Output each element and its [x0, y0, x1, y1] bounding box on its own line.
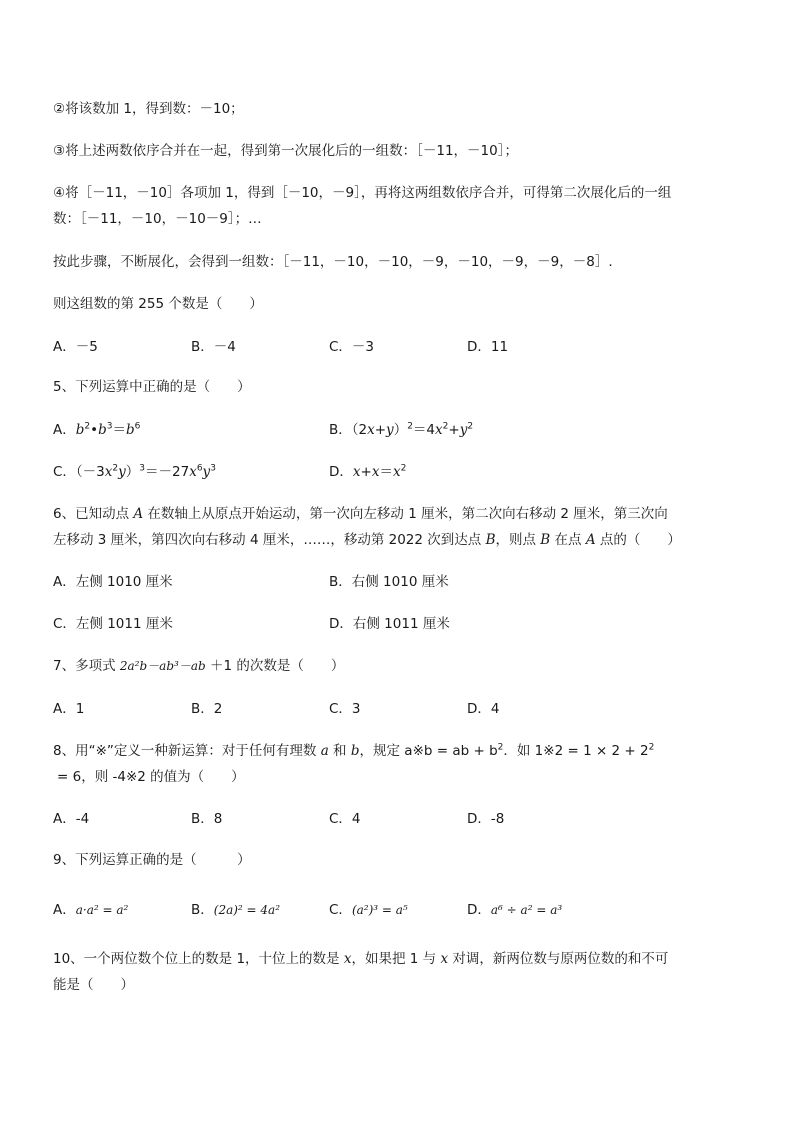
q5-b-plus: + — [374, 422, 387, 438]
q5-b-exp: 2 — [407, 421, 413, 432]
q5-c-paren: ） — [125, 464, 140, 480]
q5-d-plus: + — [360, 464, 372, 480]
q8-text: 8、用“※”定义一种新运算：对于任何有理数 — [53, 743, 321, 759]
q9-option-b[interactable] — [191, 900, 280, 920]
q5-a-label: A． — [53, 422, 76, 438]
q9-c-label: C． — [329, 902, 352, 918]
q5-c-exp3: 6 — [196, 463, 203, 474]
q7-option-d[interactable]: D．4 — [467, 701, 500, 717]
q7-text: 7、多项式 — [53, 658, 120, 674]
q10-text: ，如果把 1 与 — [351, 951, 441, 967]
q6-point-a: A — [585, 532, 596, 548]
q7-text: ＋1 的次数是（ ） — [205, 658, 345, 674]
q6-text: 在数轴上从原点开始运动，第一次向左移动 1 厘米，第二次向右移动 2 厘米，第三次向 — [143, 506, 668, 522]
question-10-stem-line1 — [53, 949, 668, 969]
q8-var-a: a — [320, 743, 329, 759]
q6-option-a[interactable]: A．左侧 1010 厘米 — [53, 574, 173, 590]
q6-point-b: B — [485, 532, 496, 548]
step-4-text-line2: 数：［－11，－10，－10－9］；… — [53, 211, 262, 227]
q5-b-plus2: + — [448, 422, 460, 438]
q9-option-a[interactable] — [53, 900, 128, 920]
q5-d-equals: ＝ — [379, 464, 393, 480]
step-5-text: 按此步骤，不断展化，会得到一组数：［－11，－10，－10，－9，－10，－9，－9，－8］. — [53, 254, 613, 270]
q10-text: 对调，新两位数与原两位数的和不可 — [448, 951, 669, 967]
q5-b-x: x — [367, 422, 375, 438]
q5-a-exp2: 3 — [106, 421, 113, 432]
q5-d-exp: 2 — [400, 463, 407, 474]
q9-option-c[interactable] — [329, 900, 408, 920]
question-9-stem: 9、下列运算正确的是（ ） — [53, 852, 251, 868]
q7-option-b[interactable]: B．2 — [191, 701, 223, 717]
q8-exp: 2 — [497, 742, 504, 753]
q4-option-a[interactable]: A．－5 — [53, 339, 98, 355]
q6-option-d[interactable]: D．右侧 1011 厘米 — [329, 616, 450, 632]
q4-option-c[interactable]: C．－3 — [329, 339, 375, 355]
q5-c-exp1: 2 — [112, 463, 119, 474]
q10-var-x: x — [440, 951, 449, 967]
q7-polynomial: 2a²b－ab³－ab — [119, 659, 206, 673]
q5-a-equals: ＝ — [112, 422, 126, 438]
q9-c-expression: (a²)³ = a⁵ — [351, 903, 408, 917]
q9-a-expression: a·a² = a² — [75, 903, 129, 917]
q5-option-a[interactable] — [53, 420, 140, 440]
q6-text: 在点 — [550, 532, 586, 548]
q5-c-y2: y — [202, 464, 211, 480]
question-6-stem-line2 — [53, 530, 681, 550]
q5-b-exp3: 2 — [467, 421, 474, 432]
q5-c-y: y — [118, 464, 126, 480]
q5-d-x: x — [352, 464, 361, 480]
q8-var-b: b — [350, 743, 360, 759]
q7-option-c[interactable]: C．3 — [329, 701, 361, 717]
question-5-stem: 5、下列运算中正确的是（ ） — [53, 379, 251, 395]
q6-text: 点的（ ） — [595, 532, 681, 548]
q9-a-label: A． — [53, 902, 76, 918]
q8-option-a[interactable]: A．-4 — [53, 811, 90, 827]
step-2-text: ②将该数加 1，得到数：－10； — [53, 101, 244, 117]
q10-var-x: x — [343, 951, 352, 967]
q8-example: ．如 1※2 = 1 × 2 + 2 — [503, 743, 649, 759]
q9-b-expression: (2a)² = 4a² — [213, 903, 281, 917]
q9-b-label: B． — [191, 902, 214, 918]
question-4-ask: 则这组数的第 255 个数是（ ） — [53, 296, 263, 312]
q8-option-b[interactable]: B．8 — [191, 811, 223, 827]
q5-option-d[interactable] — [329, 462, 406, 482]
q8-option-c[interactable]: C．4 — [329, 811, 361, 827]
question-8-stem-line2: = 6，则 -4※2 的值为（ ） — [57, 769, 245, 785]
q9-d-expression: a⁶ ÷ a² = a³ — [490, 903, 563, 917]
q10-text: 10、一个两位数个位上的数是 1，十位上的数是 — [53, 951, 344, 967]
q6-text: 6、已知动点 — [53, 506, 134, 522]
q5-option-b[interactable] — [329, 420, 473, 440]
q5-c-x2: x — [189, 464, 197, 480]
q5-b-y: y — [386, 422, 394, 438]
q6-option-c[interactable]: C．左侧 1011 厘米 — [53, 616, 173, 632]
step-4-text-line1: ④将［－11，－10］各项加 1，得到［－10，－9］，再将这两组数依序合并，可得第二次展化后的一组 — [53, 185, 672, 201]
q4-option-b[interactable]: B．－4 — [191, 339, 236, 355]
q5-a-term3: b — [126, 422, 135, 438]
q9-d-label: D． — [467, 902, 491, 918]
q5-a-dot: • — [90, 422, 99, 438]
q6-text: 左移动 3 厘米，第四次向右移动 4 厘米，……，移动第 2022 次到达点 — [53, 532, 486, 548]
q8-text: 和 — [328, 743, 351, 759]
q5-d-label: D． — [329, 464, 353, 480]
q8-definition: ，规定 a※b = ab + b — [359, 743, 498, 759]
q9-option-d[interactable] — [467, 900, 562, 920]
question-8-stem-line1 — [53, 741, 654, 761]
q5-b-label: B．（2 — [329, 422, 368, 438]
q8-exp: 2 — [648, 742, 655, 753]
q6-text: ，则点 — [495, 532, 541, 548]
q5-a-exp3: 6 — [134, 421, 141, 432]
q5-c-exp2: 3 — [139, 463, 145, 474]
q5-b-exp2: 2 — [442, 421, 449, 432]
q5-b-paren: ） — [393, 422, 408, 438]
q7-option-a[interactable]: A．1 — [53, 701, 85, 717]
q5-b-x2: x — [435, 422, 443, 438]
q5-d-x3: x — [392, 464, 401, 480]
q5-b-y2: y — [459, 422, 468, 438]
step-3-text: ③将上述两数依序合并在一起，得到第一次展化后的一组数：［－11，－10］； — [53, 143, 518, 159]
question-10-stem-line2: 能是（ ） — [53, 977, 134, 993]
q5-a-exp1: 2 — [84, 421, 91, 432]
q5-b-equals: ＝4 — [412, 422, 436, 438]
q5-c-exp4: 3 — [210, 463, 216, 474]
q5-option-c[interactable] — [53, 462, 216, 482]
q5-c-x: x — [104, 464, 113, 480]
q5-a-term2: b — [98, 422, 107, 438]
q6-point-a: A — [133, 506, 144, 522]
q5-c-label: C．（－3 — [53, 464, 105, 480]
q6-option-b[interactable]: B．右侧 1010 厘米 — [329, 574, 449, 590]
question-6-stem-line1 — [53, 504, 668, 524]
q8-option-d[interactable]: D．-8 — [467, 811, 505, 827]
q5-c-equals: ＝－27 — [145, 464, 190, 480]
question-7-stem — [53, 656, 344, 676]
q6-point-b: B — [540, 532, 551, 548]
q4-option-d[interactable]: D．11 — [467, 339, 509, 355]
q5-d-x2: x — [371, 464, 380, 480]
q5-a-term1: b — [75, 422, 85, 438]
